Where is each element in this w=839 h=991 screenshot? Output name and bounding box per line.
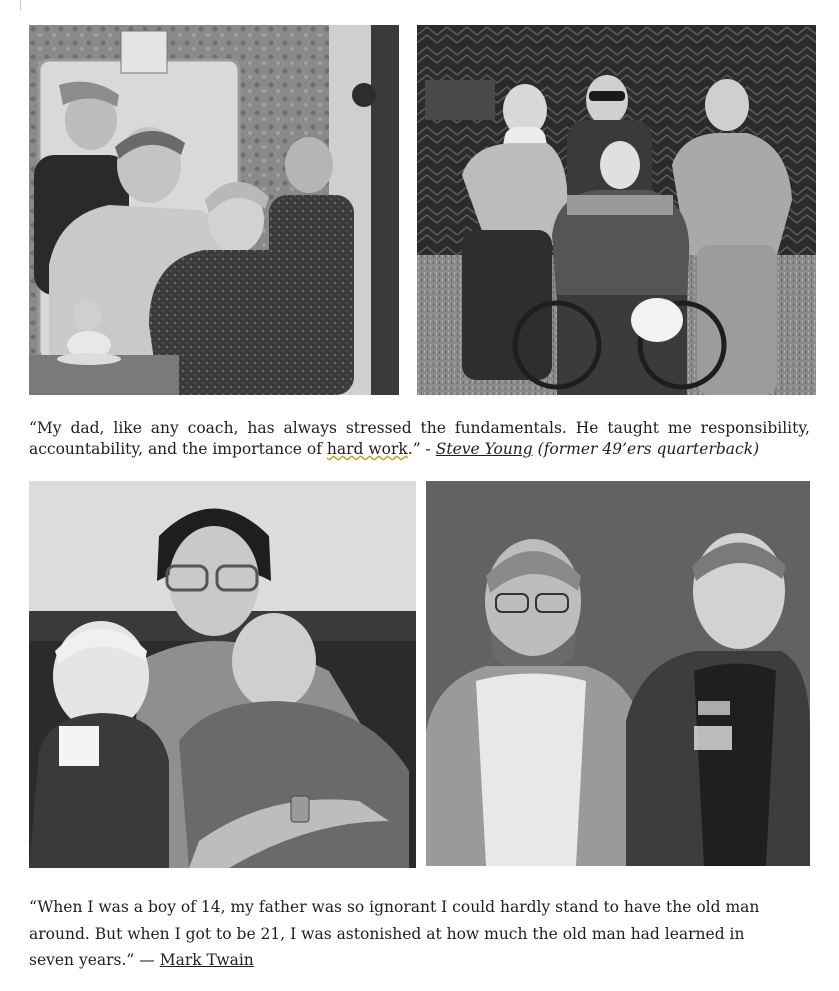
quote-text: “When I was a boy of 14, my father was so ignorant I could hardly stand to have the old man around. But when I got to be 21, I was astonished at how much the old man had learned in seven years.” —: [29, 898, 760, 969]
text-cursor: [20, 0, 21, 10]
quote-author-link[interactable]: Mark Twain: [159, 951, 254, 969]
family-photo-vintage: [29, 25, 399, 395]
family-photo-outdoor: [417, 25, 816, 395]
quote-mark-twain: [29, 894, 789, 974]
quote-steve-young: [29, 418, 810, 460]
quote-text-after: .” -: [407, 440, 436, 458]
family-photo-modern: [426, 481, 810, 866]
family-photo-couch: [29, 481, 416, 868]
quote-author-link[interactable]: Steve Young: [435, 440, 533, 458]
quote-author-note: (former 49’ers quarterback): [532, 440, 760, 458]
spellcheck-flagged-phrase[interactable]: hard work: [326, 440, 408, 458]
quote-text-before: “My dad, like any coach, has always stressed the fundamentals. He taught me responsibility, accountability, and the importance of: [29, 419, 810, 458]
